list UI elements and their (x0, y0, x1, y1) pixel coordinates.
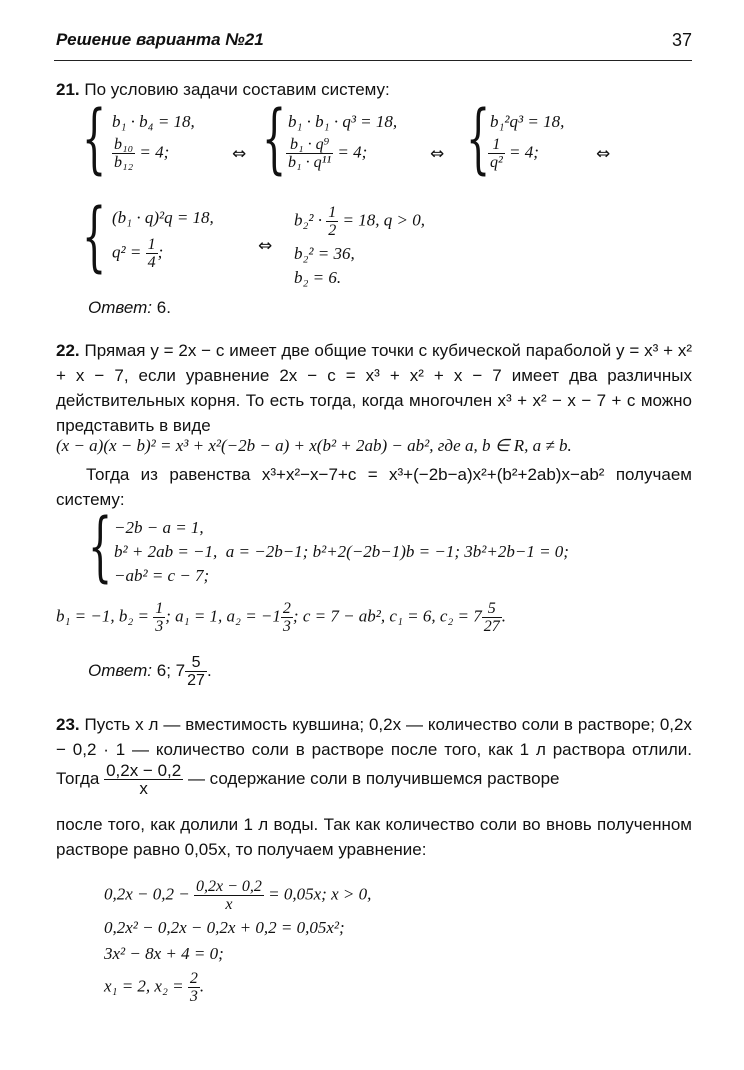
left-brace: { (262, 93, 287, 182)
sys22-line3: −ab² = c − 7; (114, 566, 210, 585)
left-brace: { (466, 93, 491, 182)
result-line2: b₂² = 36, (294, 244, 355, 263)
problem-22-formula: (x − a)(x − b)² = x³ + x²(−2b − a) + x(b² + 2ab) − ab², где a, b ∈ R, a ≠ b. (56, 436, 572, 455)
equivalence-arrow: ⇔ (596, 144, 611, 164)
page-number: 37 (671, 30, 692, 50)
left-brace: { (82, 93, 107, 182)
problem-22-answer: Ответ: 6; 7 $\frac{5}{27}$ . (88, 654, 212, 689)
sys2-line2: $\frac{\text{b₁ · q⁹}}{\text{b₁ · q¹¹}}$ = 4; (288, 136, 368, 171)
problem-23-paragraph: 23. Пусть x л — вместимость кувшина; 0,2x — количество соли в растворе; 0,2x − 0,2 · 1 — количество соли в растворе после того, как 1 л раствора отлили. Тогда $\frac{0,2x - 0,2}{x}$ — содержание соли в получившемся растворе (56, 715, 692, 798)
sys3-line2: $\frac{1}{\text{q²}}$ = 4; (490, 136, 539, 171)
problem-22-paragraph: 22. Прямая y = 2x − c имеет две общие точки с кубической параболой y = x³ + x² + x − 7, если уравнение 2x − c = x³ + x² + x − 7 имеет два различных действительных корня. То есть тогда, когда многочлен x³ + x² − x − 7 + c можно представить в виде (56, 341, 692, 435)
eq23-line3: 3x² − 8x + 4 = 0; (104, 944, 224, 963)
result-line1: b₂² · $\frac{1}{2}$ = 18, q > 0, (294, 204, 425, 239)
sys4-line1: (b₁ · q)²q = 18, (112, 208, 214, 227)
sys22-line2: b² + 2ab = −1, a = −2b−1; b²+2(−2b−1)b = −1; 3b²+2b−1 = 0; (114, 542, 569, 561)
sys4-line2: q² = $\frac{1}{4}$ ; (112, 236, 164, 271)
problem-21-intro: 21. По условию задачи составим систему: (56, 80, 390, 99)
sys3-line1: b₁²q³ = 18, (490, 112, 565, 131)
sys22-line1: −2b − a = 1, (114, 518, 204, 537)
equivalence-arrow: ⇔ (232, 144, 247, 164)
left-brace: { (88, 501, 113, 590)
problem-22-paragraph-2: Тогда из равенства x³+x²−x−7+c = x³+(−2b−a)x²+(b²+2ab)x−ab² получаем систему: (56, 465, 692, 509)
sys1-line1: b₁ · b₄ = 18, (112, 112, 195, 131)
problem-21-answer: Ответ: 6. (88, 298, 171, 317)
result-line3: b₂ = 6. (294, 268, 342, 287)
header-divider (54, 60, 692, 61)
eq23-line2: 0,2x² − 0,2x − 0,2x + 0,2 = 0,05x²; (104, 918, 345, 937)
equivalence-arrow: ⇔ (258, 236, 273, 256)
running-header-title: Решение варианта №21 (56, 30, 264, 49)
eq23-line1: 0,2x − 0,2 − $\frac{0,2x - 0,2}{x}$ = 0,05x; x > 0, (104, 878, 372, 913)
equivalence-arrow: ⇔ (430, 144, 445, 164)
sys1-line2: $\frac{\text{b₁₀}}{\text{b₁₂}}$ = 4; (114, 136, 170, 171)
eq23-line4: x₁ = 2, x₂ = $\frac{2}{3}$ . (104, 970, 205, 1005)
problem-22-roots: b₁ = −1, b₂ = $\frac{1}{3}$ ; a₁ = 1, a₂ = −1 $\frac{2}{3}$ ; c = 7 − ab², c₁ = 6, c₂ = 7 $\frac{5}{27}$ . (56, 600, 507, 635)
problem-23-paragraph-2: после того, как долили 1 л воды. Так как количество соли во вновь полученном растворе равно 0,05x, то получаем уравнение: (56, 815, 692, 859)
sys2-line1: b₁ · b₁ · q³ = 18, (288, 112, 398, 131)
left-brace: { (82, 191, 107, 280)
